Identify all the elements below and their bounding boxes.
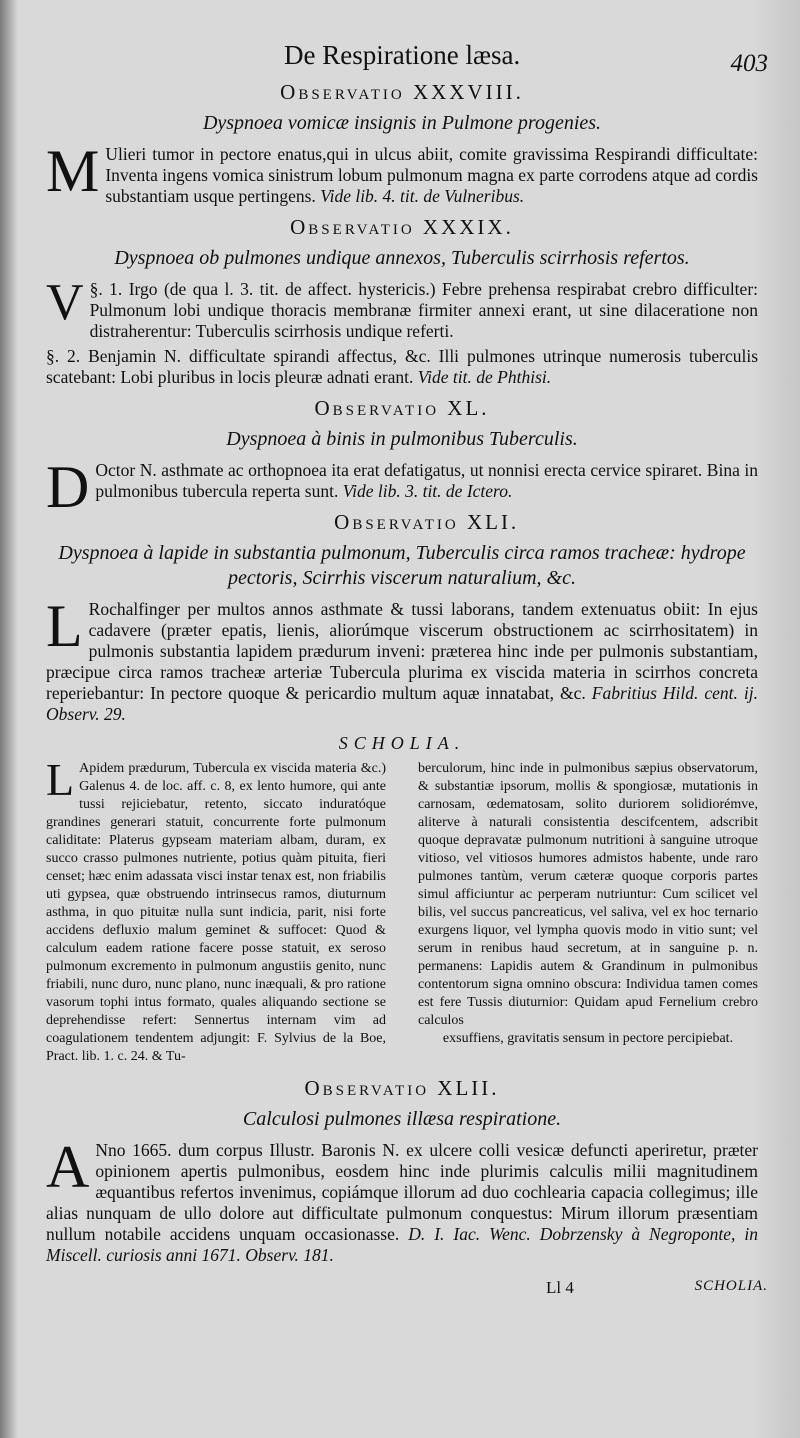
observation-42-title: Observatio XLII. — [304, 1076, 500, 1100]
observation-42-reference: D. I. Iac. Wenc. Dobrzensky à Negroponte, in Miscell. curiosis anni 1671. Observ. 181. — [46, 1224, 758, 1265]
observation-38-subtitle: Dyspnoea vomicæ insignis in Pulmone progenies. — [202, 112, 602, 134]
dropcap: L — [46, 754, 75, 805]
scholia-left-text: Apidem prædurum, Tubercula ex viscida materia &c.) Galenus 4. de loc. aff. c. 8, ex lento humore, qui ante tussi rejiciebatur, retento, siccato induratóque grandines generari statuit, concurrente forte pulmonum caliditate: Platerus gypseam materiam albam, duram, ex succo crasso pulmones nutriente, potius quàm pituita, fieri censet; hæc enim adassata visci instar tenax est, non friabilis uti gypsea, quæ obstruendo intrinsecus ramos, diuturnum asthma, in quo pituitæ nulla sunt indicia, parit, nisi forte accidens defluxio malum geminet & suffocet: Quod & calculum eadem ratione facere posse statuit, ex seroso pulmonum excremento in pulmonum angustiis genito, nunc friabili, nunc duro, nunc plano, nunc inæquali, & pro ratione vasorum tophi intus formato, quales aliquando sectione se deprehendisse refert: Sennertus internam vim ad coagulationem tendentem adjungit: F. Sylvius de la Boe, Pract. lib. 1. c. 24. & Tu- — [46, 761, 386, 1064]
observation-40-body: Octor N. asthmate ac orthopnoea ita erat defatigatus, ut nonnisi erecta cervice spiraret. Bina in pulmonibus tubercula reperta sunt. — [95, 460, 758, 501]
scholia-right-end: exsuffiens, gravitatis sensum in pectore percipiebat. — [442, 1031, 734, 1046]
page-content — [46, 36, 768, 1306]
observation-38-body: Ulieri tumor in pectore enatus,qui in ulcus abiit, comite gravissima Respirandi difficultate: Inventa ingens vomica sinistrum lobum pulmonum magna ex parte corrodens atque ad cordis substantiam usque pertingens. — [105, 144, 758, 206]
gutter-shadow — [0, 0, 18, 1438]
observation-39-section-2 — [46, 346, 758, 388]
observation-42-body: Nno 1665. dum corpus Illustr. Baronis N. ex ulcere colli vesicæ defuncti aperiretur, præter opinionem apertis pulmonibus, eosdem hinc inde plurimis calculis milii magnitudinem æquantibus refertos invenimus, copiámque illorum ad duo cochlearia capacia collegimus; ille alias nunquam de ullo dolore aut difficultate pulmonum conquestus: Mirum illorum præsentiam nullum notabile accidens unquam occasionasse. — [46, 1140, 758, 1244]
observation-41-title: Observatio XLI. — [334, 510, 520, 534]
dropcap: D — [46, 454, 90, 520]
observation-39-section-2-body: Benjamin N. difficultate spirandi affectus, &c. Illi pulmones utrinque numerosis tuberculis scatebant: Lobi pluribus in locis pleuræ adnati erant. — [46, 346, 759, 387]
dropcap: M — [46, 138, 100, 204]
page-header — [46, 36, 768, 78]
observation-40-reference: Vide lib. 3. tit. de Ictero. — [342, 481, 513, 501]
observation-39-section-1-body: Irgo (de qua l. 3. tit. de affect. hystericis.) Febre prehensa respirabat crebro difficulter: Pulmonum lobi undique thoracis membranæ firmiter annexi erant, ut sine dilaceratione non distraherentur: Tuberculis scirrhosis undique referti. — [89, 279, 759, 341]
observation-41-text — [46, 593, 758, 725]
signature-mark: Ll 4 — [546, 1278, 574, 1297]
dropcap: V — [46, 274, 84, 331]
bleed-through-edge — [752, 0, 800, 1438]
observation-40-text — [46, 454, 758, 520]
section-label: §. 1. — [89, 279, 123, 299]
scholia-columns — [46, 754, 758, 1066]
page-number: 403 — [730, 50, 768, 77]
observation-40-title: Observatio XL. — [314, 396, 490, 420]
dropcap: A — [46, 1134, 90, 1200]
catchword: SCHOLIA. — [694, 1278, 768, 1294]
observation-39-reference: Vide tit. de Phthisi. — [417, 367, 552, 387]
observation-42-text — [46, 1134, 758, 1266]
page-footer — [46, 1276, 768, 1306]
section-label: §. 2. — [46, 346, 81, 366]
scholia-left-column — [46, 754, 386, 1066]
observation-38-text — [46, 138, 758, 207]
running-head: De Respiratione læsa. — [284, 40, 521, 70]
scholia-right-text: berculorum, hinc inde in pulmonibus sæpius observatorum, & substantiæ ipsorum, mollis & spongiosæ, mutationis in carnosam, œdematosam, solito duriorem solidiorémve, aliterve à naturali consistentia descifcentem, adscribit quoque depravatæ pulmonum nutritioni à sanguine utroque vitioso, vel vitiosos humores admistos habente, unde raro pulmones tantùm, verum cæteræ quoque corporis partes simul afficiuntur ac perperam nutriuntur: Cum scilicet vel bilis, vel succus pancreaticus, vel saliva, vel ex hoc ternario exurgens liquor, vel lympha quovis modo in vitio sunt; vel serum in renibus haud secretum, at in sanguine p. n. permanens: Lapidis autem & Grandinum in pulmonibus contentorum signa omnino obscura: Individua tamen comes est fere Tussis diuturnior: Quidam apud Fernelium crebro calculos — [418, 761, 758, 1028]
observation-39-subtitle: Dyspnoea ob pulmones undique annexos, Tuberculis scirrhosis refertos. — [114, 247, 690, 269]
scholia-heading: SCHOLIA. — [338, 733, 466, 753]
observation-39-title: Observatio XXXIX. — [290, 215, 514, 239]
observation-38-reference: Vide lib. 4. tit. de Vulneribus. — [320, 186, 525, 206]
dropcap: L — [46, 593, 83, 659]
observation-41-body: Rochalfinger per multos annos asthmate & tussi laborans, tandem extenuatus obiit: In ejus cadavere (præter epatis, lienis, aliorúmque viscerum obstructionem ac scirrhositatem) in pulmonis substantia lapidem prædurum inveni: præterea hinc inde per pulmonis substantiam, præcipue circa ramos tracheæ arteriæ Tubercula plurima ex viscida materia in scirrhos concreta reperiebantur: In pectore quoque & pericardio multum aquæ innatabat, &c. — [46, 599, 758, 703]
observation-38-title: Observatio XXXVIII. — [280, 80, 524, 104]
observation-40-subtitle: Dyspnoea à binis in pulmonibus Tuberculis. — [226, 428, 578, 450]
observation-42-subtitle: Calculosi pulmones illæsa respiratione. — [242, 1108, 562, 1130]
scholia-right-column — [418, 760, 758, 1066]
observation-41-subtitle: Dyspnoea à lapide in substantia pulmonum, Tuberculis circa ramos tracheæ: hydrope pectoris, Scirrhis viscerum naturalium, &c. — [58, 542, 746, 589]
observation-41-reference: Fabritius Hild. cent. ij. Observ. 29. — [46, 683, 758, 724]
observation-39-section-1 — [46, 274, 759, 342]
